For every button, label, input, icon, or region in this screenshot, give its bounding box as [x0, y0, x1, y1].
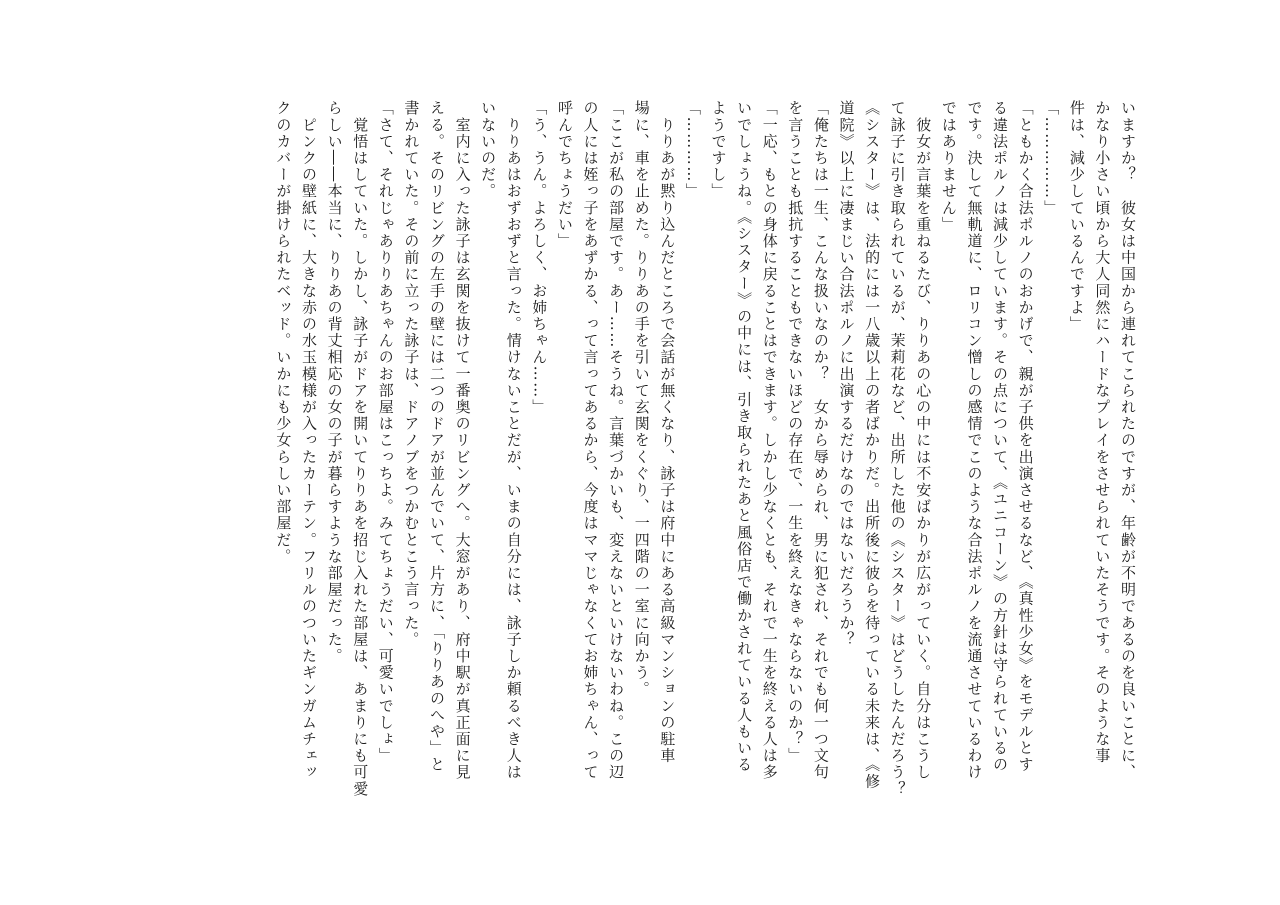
text-line: 《シスター》は、法的には一八歳以上の者ばかりだ。出所後に彼らを待っている未来は、《修: [863, 100, 882, 790]
text-line: 「ともかく合法ポルノのおかげで、親が子供を出演させるなど、《真性少女》をモデルとす: [1016, 100, 1035, 774]
text-line: の人には姪っ子をあずかる、って言ってあるから、今度はママじゃなくてお姉ちゃん、って: [581, 100, 600, 781]
text-line: かなり小さい頃から大人同然にハードなプレイをさせられていたそうです。そのような事: [1093, 100, 1112, 764]
text-line: 「一応、もとの身体に戻ることはできます。しかし少なくとも、それで一生を終える人は多: [760, 100, 779, 781]
vertical-text-body: [140, 100, 1140, 800]
text-line: 道院》以上に凄まじい合法ポルノに出演するだけなのではないだろうか？: [837, 100, 856, 648]
text-line: を言うことも抵抗することもできないほどの存在で、一生を終えなきゃならないのか？」: [786, 100, 805, 764]
text-line: です。決して無軌道に、ロリコン憎しの感情でこのような合法ポルノを流通させているわけ: [965, 100, 984, 781]
text-line: ではありません」: [939, 100, 958, 233]
text-line: 彼女が言葉を重ねるたび、りりあの心の中には不安ばかりが広がっていく。自分はこうし: [914, 100, 933, 781]
text-line: いますか？ 彼女は中国から連れてこられたのですが、年齢が不明であるのを良いことに、: [1119, 100, 1137, 781]
text-line: りりあはおずおずと言った。情けないことだが、いまの自分には、詠子しか頼るべき人は: [504, 100, 523, 781]
text-line: いでしょうね。《シスター》の中には、引き取られたあと風俗店で働かされている人もいる: [735, 100, 754, 774]
text-line: りりあが黙り込んだところで会話が無くなり、詠子は府中にある高級マンションの駐車: [658, 100, 677, 764]
text-line: 件は、減少しているんですよ」: [1067, 100, 1086, 333]
text-line: 「う、うん。よろしく、お姉ちゃん……」: [530, 100, 549, 416]
text-line: 「さて、それじゃありりあちゃんのお部屋はこっちよ。みてちょうだい、可愛いでしょ」: [376, 100, 395, 764]
text-line: 「俺たちは一生、こんな扱いなのか？ 女から辱められ、男に犯され、それでも何一つ文句: [811, 100, 830, 781]
text-line: いないのだ。: [479, 100, 498, 200]
text-line: る違法ポルノは減少しています。その点について、《ユニコーン》の方針は守られているの: [991, 100, 1010, 774]
text-line: ようですし」: [709, 100, 728, 200]
text-line: て詠子に引き取られているが、茉莉花など、出所した他の《シスター》はどうしたんだろう？: [888, 100, 907, 798]
text-line: 覚悟はしていた。しかし、詠子がドアを開いてりりあを招じ入れた部屋は、あまりにも可愛: [351, 100, 370, 798]
text-line: 書かれていた。その前に立った詠子は、ドアノブをつかむとこう言った。: [402, 100, 421, 648]
text-line: らしい――本当に、りりあの背丈相応の女の子が暮らすような部屋だった。: [325, 100, 344, 665]
text-line: 室内に入った詠子は玄関を抜けて一番奥のリビングへ。大窓があり、府中駅が真正面に見: [453, 100, 472, 781]
text-line: クのカバーが掛けられたベッド。いかにも少女らしい部屋だ。: [274, 100, 293, 565]
text-line: 場に、車を止めた。りりあの手を引いて玄関をくぐり、一四階の一室に向かう。: [632, 100, 651, 698]
text-line: 「ここが私の部屋です。あー……そうね。言葉づかいも、変えないといけないわね。この辺: [607, 100, 626, 781]
text-line: 「…………」: [683, 100, 702, 200]
text-line: 「……………」: [1042, 100, 1061, 217]
text-line: ピンクの壁紙に、大きな赤の水玉模様が入ったカーテン。フリルのついたギンガムチェッ: [300, 100, 318, 781]
text-line: える。そのリビングの左手の壁には二つのドアが並んでいて、片方に、「りりあのへや」と: [427, 100, 446, 774]
text-line: 呼んでちょうだい」: [555, 100, 574, 250]
